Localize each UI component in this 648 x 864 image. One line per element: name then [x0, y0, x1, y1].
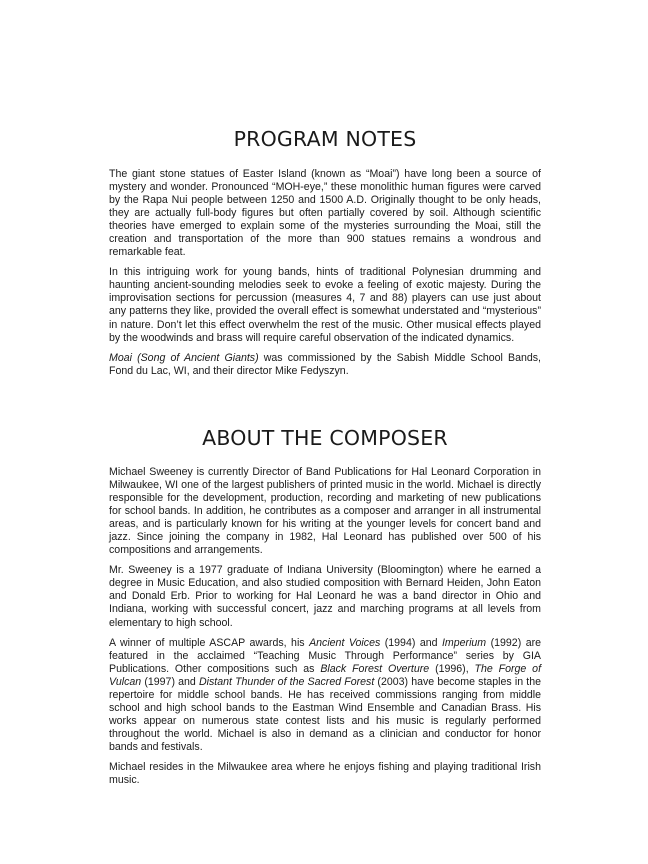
work-title: Distant Thunder of the Sacred Forest [198, 675, 375, 688]
program-notes-paragraph-3: Moai (Song of Ancient Giants) was commissioned by the Sabish Middle School Bands, Fond du Lac, WI, and their director Mike Fedyszyn. [109, 351, 541, 377]
composer-paragraph-3: A winner of multiple ASCAP awards, his Ancient Voices (1994) and Imperium (1992) are featured in the acclaimed “Teaching Music Through Performance” series by GIA Publications. Other compositions such as Black Forest Overture (1996), The Forge of Vulcan (1997) and Distant Thunder of the Sacred Forest (2003) have become staples in the repertoire for middle school bands. He has received commissions ranging from middle school and high school bands to the Eastman Wind Ensemble and Canadian Brass. His works appear on numerous state contest lists and his music is regularly performed throughout the world. Michael is also in demand as a clinician and conductor for honor bands and festivals. [109, 636, 542, 753]
work-title: Imperium [441, 636, 487, 649]
work-title: Black Forest Overture [320, 662, 430, 675]
program-notes-heading: PROGRAM NOTES [233, 127, 417, 151]
program-notes-paragraph-2: In this intriguing work for young bands, hints of traditional Polynesian drumming and haunting ancient-sounding melodies seek to evoke a feeling of exotic majesty. During the improvisation sections for percussion (measures 4, 7 and 88) players can use just about any patterns they like, provided the overall effect is somewhat understated and “mysterious” in nature. Don’t let this effect overwhelm the rest of the music. Other musical effects played by the woodwinds and brass will require careful observation of the indicated dynamics. [109, 266, 541, 344]
program-notes-section [109, 168, 541, 378]
work-title: Ancient Voices [309, 636, 381, 649]
about-composer-heading: ABOUT THE COMPOSER [202, 426, 448, 450]
composer-paragraph-4: Michael resides in the Milwaukee area where he enjoys fishing and playing traditional Irish music. [109, 760, 541, 787]
composer-paragraph-2: Mr. Sweeney is a 1977 graduate of Indiana University (Bloomington) where he earned a degree in Music Education, and also studied composition with Bernard Heiden, John Eaton and Donald Erb. Prior to working for Hal Leonard he was a band director in Ohio and Indiana, working with successful concert, jazz and marching programs at all levels from elementary to high school. [109, 564, 541, 629]
about-composer-section [109, 466, 541, 787]
work-title: Moai (Song of Ancient Giants) [109, 351, 259, 364]
composer-paragraph-1: Michael Sweeney is currently Director of Band Publications for Hal Leonard Corporation in Milwaukee, WI one of the largest publishers of printed music in the world. Michael is directly responsible for the development, production, recording and marketing of new publications for school bands. In addition, he contributes as a composer and arranger in all instrumental areas, and is particularly known for his writing at the younger levels for concert band and jazz. Since joining the company in 1982, Hal Leonard has published over 500 of his compositions and arrangements. [109, 466, 541, 557]
program-notes-paragraph-1: The giant stone statues of Easter Island (known as “Moai”) have long been a source of mystery and wonder. Pronounced “MOH-eye,” these monolithic human figures were carved by the Rapa Nui people between 1250 and 1500 A.D. Originally thought to be only heads, they are actually full-body figures but often partially covered by soil. Although scientific theories have emerged to explain some of the mysteries surrounding the Moai, still the creation and transportation of the more than 900 statues remains a wondrous and remarkable feat. [109, 168, 541, 259]
work-title: The Forge of Vulcan [109, 662, 542, 688]
